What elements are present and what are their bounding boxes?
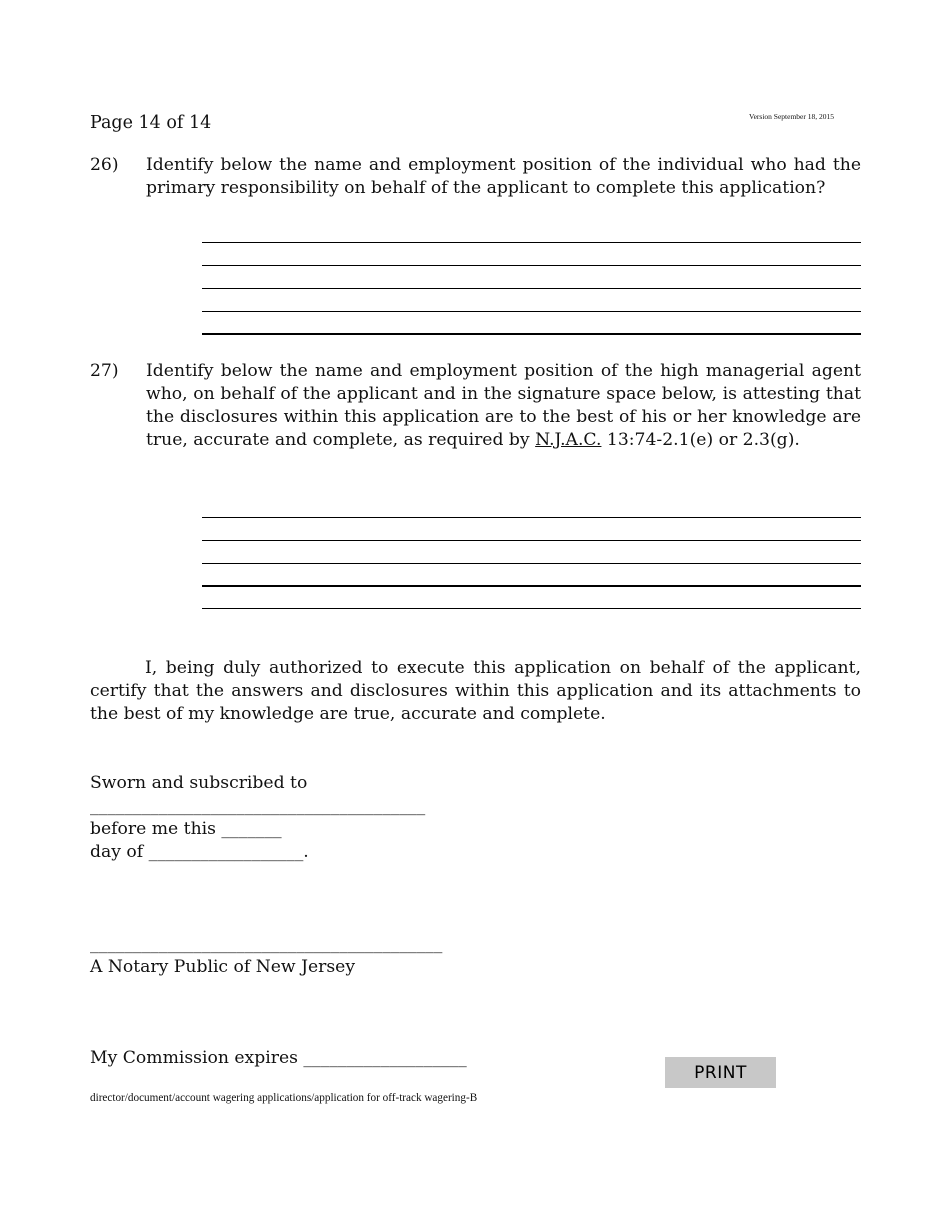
answer-line-26-3[interactable] [202,288,861,289]
version-date: Version September 18, 2015 [749,112,834,121]
notary-signature-line[interactable]: _________________________________________ [90,934,443,954]
page-number: Page 14 of 14 [90,113,212,133]
answer-line-26-5[interactable] [202,333,861,335]
answer-line-26-2[interactable] [202,265,861,266]
answer-line-27-2[interactable] [202,540,861,541]
answer-line-27-5[interactable] [202,608,861,609]
sworn-subscribed-label: Sworn and subscribed to [90,773,308,793]
answer-line-27-4[interactable] [202,585,861,587]
document-path-footer: director/document/account wagering applications/application for off-track wagering-B [90,1092,478,1104]
day-of-month-field[interactable]: day of __________________. [90,842,309,862]
commission-expires-field[interactable]: My Commission expires ___________________ [90,1048,467,1068]
question-27-text-before: Identify below the name and employment position of the high managerial agent who, on behalf of the applicant and in the signature space below, is attesting that the disclosures within this application are to the best of his or her knowledge are true, accurate and complete, as required by [146,361,861,450]
question-26-number: 26) [90,155,119,175]
njac-citation: N.J.A.C. [535,430,602,450]
answer-line-26-4[interactable] [202,311,861,312]
print-button[interactable]: PRINT [665,1057,776,1088]
before-me-day-field[interactable]: before me this _______ [90,819,282,839]
sworn-name-line[interactable]: _______________________________________ [90,796,426,816]
answer-line-27-3[interactable] [202,563,861,564]
question-27-text-after: 13:74-2.1(e) or 2.3(g). [601,430,800,450]
answer-line-27-1[interactable] [202,517,861,518]
question-27-number: 27) [90,361,119,381]
certification-statement: I, being duly authorized to execute this application on behalf of the applicant, certify that the answers and disclosures within this application and its attachments to the best of my knowledge are true, accurate and complete. [90,658,861,724]
answer-line-26-1[interactable] [202,242,861,243]
notary-public-label: A Notary Public of New Jersey [90,957,356,977]
question-27-text [146,360,861,452]
question-26-text: Identify below the name and employment position of the individual who had the primary responsibility on behalf of the applicant to complete this application? [146,155,861,198]
